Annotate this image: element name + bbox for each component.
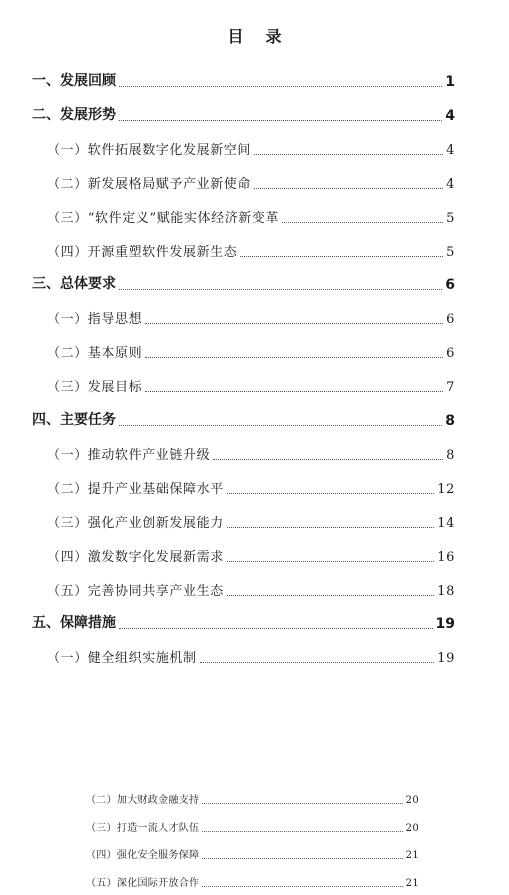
toc-entry-label: （一）软件拓展数字化发展新空间 (47, 142, 252, 158)
toc-page-number: 21 (405, 850, 419, 861)
toc-leader-dots (227, 560, 434, 562)
toc-entry-label: （二）加大财政金融支持 (86, 795, 200, 806)
toc-subsection-entry[interactable] (47, 138, 455, 158)
toc-leader-dots (254, 187, 443, 189)
toc-page-number: 5 (446, 210, 455, 226)
toc-entry-label: （三）打造一流人才队伍 (86, 822, 200, 834)
toc-leader-dots (145, 356, 443, 358)
toc-leader-dots (119, 424, 442, 426)
toc-leader-dots (227, 526, 434, 528)
toc-page-number: 6 (446, 312, 455, 328)
toc-leader-dots (282, 221, 443, 223)
toc-page-number: 7 (446, 380, 455, 396)
toc-page-number: 12 (437, 481, 455, 497)
toc-page-number: 5 (446, 244, 455, 260)
toc-entry-label: 五、保障措施 (32, 615, 116, 632)
toc-subsection-entry[interactable] (86, 790, 419, 806)
toc-page-number: 8 (446, 447, 455, 463)
toc-subsection-entry[interactable] (47, 646, 455, 666)
toc-entry-label: （一）推动软件产业链升级 (47, 447, 211, 463)
toc-subsection-entry[interactable] (86, 845, 419, 861)
toc-page-number: 6 (445, 277, 455, 294)
toc-entry-label: （三）强化产业创新发展能力 (47, 515, 224, 531)
toc-section-entry[interactable] (32, 612, 455, 632)
toc-page-number: 16 (437, 549, 455, 565)
toc-leader-dots (227, 594, 434, 596)
toc-page-number: 4 (446, 176, 455, 192)
toc-entry-label: （三）发展目标 (47, 380, 143, 396)
toc-page-number: 6 (446, 346, 455, 362)
toc-section-entry[interactable] (32, 273, 455, 293)
toc-leader-dots (145, 322, 443, 324)
toc-leader-dots (227, 492, 434, 494)
toc-leader-dots (119, 85, 442, 87)
toc-page-number: 20 (405, 822, 419, 834)
toc-page-number: 14 (437, 515, 455, 531)
toc-page-number: 4 (445, 107, 455, 124)
toc-subsection-entry[interactable] (47, 579, 455, 599)
toc-title-char-2: 录 (265, 27, 282, 46)
toc-page-number: 18 (437, 583, 455, 599)
toc-subsection-entry[interactable] (47, 545, 455, 565)
toc-section-entry[interactable] (32, 409, 455, 429)
toc-page-number: 19 (435, 616, 455, 633)
toc-subsection-entry[interactable] (47, 477, 455, 497)
toc-entry-label: 四、主要任务 (32, 412, 116, 428)
toc-section-entry[interactable] (32, 70, 455, 90)
toc-page-number: 19 (437, 651, 455, 667)
toc-leader-dots (202, 857, 402, 859)
toc-subsection-entry[interactable] (47, 206, 455, 226)
toc-section-entry[interactable] (32, 104, 455, 124)
toc-page-number: 4 (446, 142, 455, 158)
toc-entry-label: （二）基本原则 (47, 346, 143, 362)
toc-leader-dots (213, 458, 443, 460)
toc-entry-label: （四）激发数字化发展新需求 (47, 549, 224, 565)
toc-subsection-entry[interactable] (86, 873, 419, 889)
toc-title-char-1: 目 (227, 27, 244, 46)
toc-entry-label: （四）强化安全服务保障 (86, 850, 200, 861)
toc-entry-label: （三）“软件定义”赋能实体经济新变革 (47, 210, 280, 226)
toc-subsection-entry[interactable] (47, 341, 455, 361)
toc-leader-dots (254, 153, 443, 155)
toc-page-number: 8 (445, 413, 455, 429)
toc-subsection-entry[interactable] (47, 375, 455, 395)
toc-entry-label: （五）深化国际开放合作 (86, 877, 200, 889)
toc-page-number: 21 (405, 877, 419, 889)
toc-leader-dots (119, 119, 442, 121)
toc-entry-label: 三、总体要求 (32, 276, 116, 293)
toc-page-number: 1 (445, 74, 455, 90)
toc-leader-dots (119, 288, 442, 290)
toc-subsection-entry[interactable] (47, 240, 455, 260)
toc-subsection-entry[interactable] (86, 818, 419, 834)
toc-page-number: 20 (405, 795, 419, 806)
toc-entry-label: 二、发展形势 (32, 106, 116, 123)
toc-leader-dots (145, 390, 443, 392)
toc-entry-label: （二）新发展格局赋予产业新使命 (47, 176, 252, 192)
toc-subsection-entry[interactable] (47, 172, 455, 192)
toc-entry-label: （一）指导思想 (47, 312, 143, 328)
toc-subsection-entry[interactable] (47, 511, 455, 531)
toc-leader-dots (119, 627, 433, 629)
toc-leader-dots (202, 802, 402, 804)
toc-subsection-entry[interactable] (47, 307, 455, 327)
toc-entry-label: （一）健全组织实施机制 (47, 651, 197, 667)
toc-entry-label: （四）开源重塑软件发展新生态 (47, 244, 238, 260)
toc-leader-dots (202, 830, 402, 832)
toc-entry-label: （二）提升产业基础保障水平 (47, 481, 224, 497)
toc-leader-dots (202, 885, 402, 887)
toc-leader-dots (200, 661, 435, 663)
toc-title (0, 24, 509, 47)
toc-entry-label: 一、发展回顾 (32, 73, 116, 89)
toc-leader-dots (240, 255, 443, 257)
toc-entry-label: （五）完善协同共享产业生态 (47, 583, 224, 599)
toc-subsection-entry[interactable] (47, 443, 455, 463)
